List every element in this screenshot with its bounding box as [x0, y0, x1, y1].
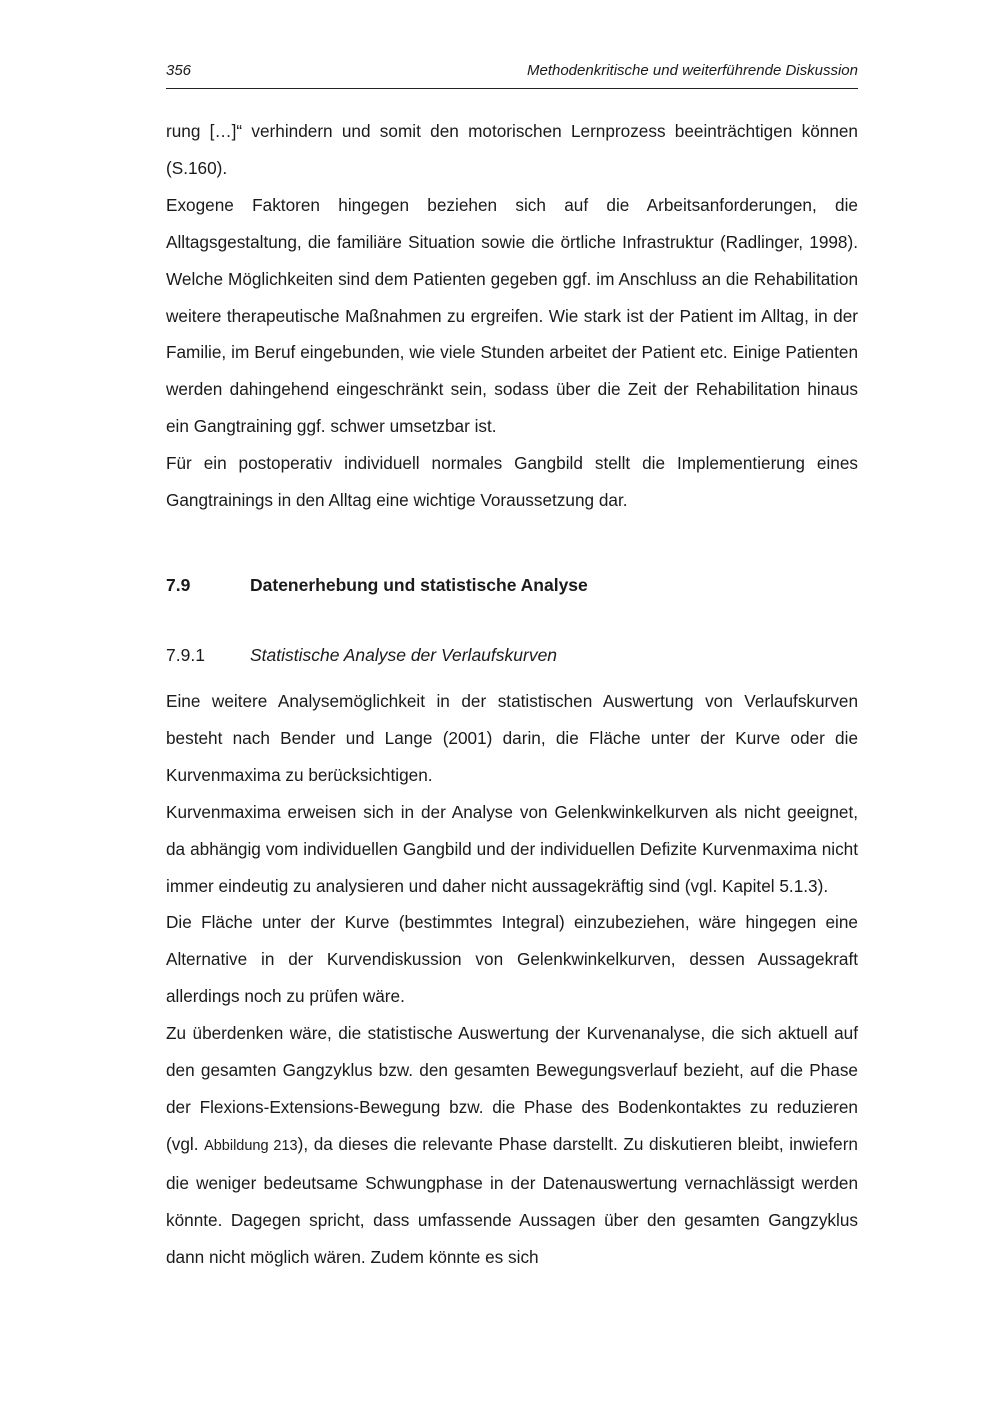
paragraph: Kurvenmaxima erweisen sich in der Analyse von Gelenkwinkelkurven als nicht geeignet, da abhängig vom individuellen Gangbild und der individuellen Defizite Kurvenmaxima nicht immer eindeutig zu analysieren und daher nicht aussagekräftig sind (vgl. Kapitel 5.1.3). [166, 801, 858, 896]
subsection-title: Statistische Analyse der Verlaufskurven [250, 645, 558, 665]
paragraph: Für ein postoperativ individuell normales Gangbild stellt die Implementierung eines Gangtrainings in den Alltag eine wichtige Voraussetzung dar. [166, 453, 858, 511]
document-page [166, 0, 858, 1414]
running-header [166, 60, 858, 89]
paragraph [166, 1015, 858, 1275]
paragraph: Die Fläche unter der Kurve (bestimmtes Integral) einzubeziehen, wäre hingegen eine Alternative in der Kurvendiskussion von Gelenkwinkelkurven, dessen Aussagekraft allerdings noch zu prüfen wäre. [166, 912, 858, 1007]
paragraph: rung […]“ verhindern und somit den motorischen Lernprozess beeinträchtigen können (S.160). [166, 121, 858, 178]
chapter-title: Methodenkritische und weiterführende Diskussion [526, 62, 858, 79]
paragraph-text: Zu überdenken wäre, die statistische Auswertung der Kurvenanalyse, die sich aktuell auf den gesamten Gangzyklus bzw. den gesamten Bewegungsverlauf bezieht, auf die Phase der Flexions-Extensions-Bewegung bzw. die Phase des Bodenkontaktes zu reduzieren (vgl. [166, 1023, 858, 1154]
paragraph-text: ), da dieses die relevante Phase darstellt. Zu diskutieren bleibt, inwiefern die weniger bedeutsame Schwungphase in der Datenauswertung vernachlässigt werden könnte. Dagegen spricht, dass umfassende Aussagen über den gesamten Gangzyklus dann nicht möglich wären. Zudem könnte es sich [166, 1133, 858, 1267]
subsection-heading [166, 638, 557, 672]
section-number: 7.9 [166, 575, 191, 595]
text-block-analysis [166, 683, 858, 1276]
paragraph: Exogene Faktoren hingegen beziehen sich auf die Arbeitsanforderungen, die Alltagsgestaltung, die familiäre Situation sowie die örtliche Infrastruktur (Radlinger, 1998). Welche Möglichkeiten sind dem Patienten gegeben ggf. im Anschluss an die Rehabilitation weitere therapeutische Maßnahmen zu ergreifen. Wie stark ist der Patient im Alltag, in der Familie, im Beruf eingebunden, wie viele Stunden arbeitet der Patient etc. Einige Patienten werden dahingehend eingeschränkt sein, sodass über die Zeit der Rehabilitation hinaus ein Gangtraining ggf. schwer umsetzbar ist. [166, 194, 858, 437]
text-block-intro [166, 113, 858, 519]
figure-reference-link[interactable]: Abbildung 213 [204, 1137, 298, 1154]
subsection-number: 7.9.1 [166, 645, 205, 665]
paragraph: Eine weitere Analysemöglichkeit in der statistischen Auswertung von Verlaufskurven besteht nach Bender und Lange (2001) darin, die Fläche unter der Kurve oder die Kurvenmaxima zu berücksichtigen. [166, 691, 858, 785]
page-number: 356 [166, 62, 192, 79]
section-heading [166, 568, 588, 602]
section-title: Datenerhebung und statistische Analyse [250, 575, 588, 595]
